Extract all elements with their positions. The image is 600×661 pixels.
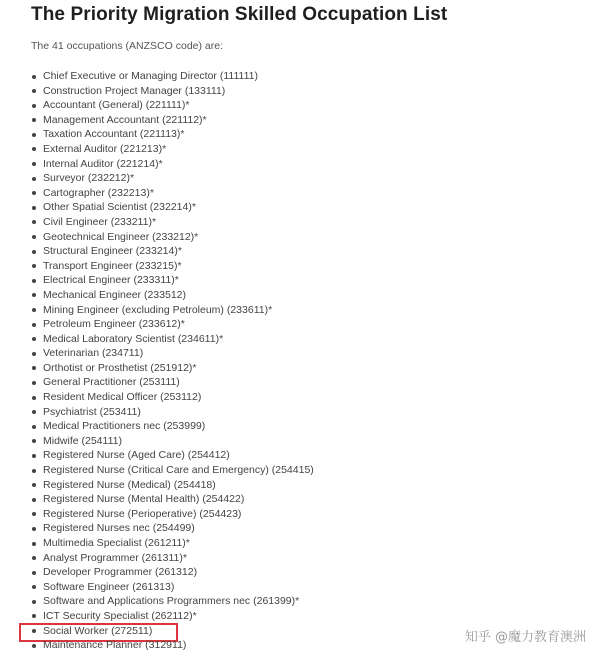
list-item xyxy=(31,157,591,172)
bullet-icon xyxy=(32,410,36,414)
occupation-label: Petroleum Engineer (233612)* xyxy=(43,318,185,331)
bullet-icon xyxy=(32,206,36,210)
list-item xyxy=(31,346,591,361)
bullet-icon xyxy=(32,162,36,166)
list-item xyxy=(31,244,591,259)
bullet-icon xyxy=(32,337,36,341)
bullet-icon xyxy=(32,133,36,137)
occupation-label: Software Engineer (261313) xyxy=(43,580,175,593)
list-item xyxy=(31,361,591,376)
list-item xyxy=(31,69,591,84)
occupation-label: Chief Executive or Managing Director (111111) xyxy=(43,70,258,82)
occupation-label: Medical Practitioners nec (253999) xyxy=(43,420,206,433)
list-item xyxy=(31,565,591,580)
bullet-icon xyxy=(32,425,36,429)
occupation-label: Registered Nurse (Aged Care) (254412) xyxy=(43,449,230,462)
occupation-label: Civil Engineer (233211)* xyxy=(43,215,157,228)
occupation-label: Analyst Programmer (261311)* xyxy=(43,551,187,564)
occupation-label: Veterinarian (234711) xyxy=(43,347,144,360)
list-item xyxy=(31,127,591,142)
list-item xyxy=(31,594,591,609)
bullet-icon xyxy=(32,512,36,516)
list-item xyxy=(31,259,591,274)
occupation-label: Registered Nurse (Mental Health) (254422) xyxy=(43,493,245,506)
occupation-label: General Practitioner (253111) xyxy=(43,376,180,389)
occupation-label: Registered Nurse (Critical Care and Emergency) (254415) xyxy=(43,464,314,477)
occupation-label: Registered Nurses nec (254499) xyxy=(43,522,195,535)
list-item xyxy=(31,390,591,405)
bullet-icon xyxy=(32,279,36,283)
watermark: 知乎 @魔力教育澳洲 xyxy=(464,630,586,645)
bullet-icon xyxy=(32,191,36,195)
list-item xyxy=(31,273,591,288)
occupation-label: Psychiatrist (253411) xyxy=(43,405,141,418)
bullet-icon xyxy=(32,396,36,400)
bullet-icon xyxy=(32,323,36,327)
list-item xyxy=(31,171,591,186)
bullet-icon xyxy=(32,644,36,648)
bullet-icon xyxy=(32,89,36,93)
list-item xyxy=(31,303,591,318)
list-item xyxy=(31,142,591,157)
bullet-icon xyxy=(32,293,36,297)
bullet-icon xyxy=(32,220,36,224)
occupation-label: External Auditor (221213)* xyxy=(43,142,167,155)
list-item xyxy=(31,113,591,128)
list-item xyxy=(31,609,591,624)
bullet-icon xyxy=(32,585,36,589)
list-item xyxy=(31,98,591,113)
occupation-label: Social Worker (272511) xyxy=(43,624,153,637)
intro-text: The 41 occupations (ANZSCO code) are: xyxy=(31,40,224,52)
occupation-label: Multimedia Specialist (261211)* xyxy=(43,537,190,549)
list-item xyxy=(31,507,591,522)
occupation-label: Developer Programmer (261312) xyxy=(43,566,198,579)
bullet-icon xyxy=(32,308,36,312)
bullet-icon xyxy=(32,542,36,546)
occupation-label: Mining Engineer (excluding Petroleum) (233611)* xyxy=(43,303,273,316)
occupation-label: Resident Medical Officer (253112) xyxy=(43,391,202,404)
bullet-icon xyxy=(32,600,36,604)
bullet-icon xyxy=(32,75,36,79)
occupation-label: Internal Auditor (221214)* xyxy=(43,157,163,170)
occupation-label: Medical Laboratory Scientist (234611)* xyxy=(43,332,224,345)
occupation-label: Registered Nurse (Perioperative) (254423) xyxy=(43,507,242,520)
list-item xyxy=(31,536,591,551)
list-item xyxy=(31,230,591,245)
list-item xyxy=(31,551,591,566)
occupation-label: Taxation Accountant (221113)* xyxy=(43,128,185,141)
list-item xyxy=(31,405,591,420)
occupation-label: Structural Engineer (233214)* xyxy=(43,245,182,258)
bullet-icon xyxy=(32,264,36,268)
bullet-icon xyxy=(32,614,36,618)
occupation-label: Registered Nurse (Medical) (254418) xyxy=(43,478,216,491)
occupation-list xyxy=(31,69,591,653)
bullet-icon xyxy=(32,147,36,151)
list-item xyxy=(31,492,591,507)
list-item xyxy=(31,448,591,463)
bullet-icon xyxy=(32,366,36,370)
occupation-label: Maintenance Planner (312911) xyxy=(43,639,187,652)
bullet-icon xyxy=(32,352,36,356)
occupation-label: Surveyor (232212)* xyxy=(43,172,135,185)
occupation-label: Geotechnical Engineer (233212)* xyxy=(43,230,199,243)
bullet-icon xyxy=(32,250,36,254)
bullet-icon xyxy=(32,235,36,239)
bullet-icon xyxy=(32,483,36,487)
list-item xyxy=(31,84,591,99)
bullet-icon xyxy=(32,498,36,502)
occupation-label: Orthotist or Prosthetist (251912)* xyxy=(43,361,197,374)
bullet-icon xyxy=(32,177,36,181)
occupation-label: Cartographer (232213)* xyxy=(43,186,154,199)
list-item xyxy=(31,215,591,230)
list-item xyxy=(31,200,591,215)
bullet-icon xyxy=(32,454,36,458)
bullet-icon xyxy=(32,381,36,385)
list-item xyxy=(31,478,591,493)
occupation-label: Midwife (254111) xyxy=(43,434,122,447)
list-item xyxy=(31,419,591,434)
list-item xyxy=(31,288,591,303)
list-item xyxy=(31,580,591,595)
occupation-label: Mechanical Engineer (233512) xyxy=(43,288,187,301)
occupation-label: Transport Engineer (233215)* xyxy=(43,259,182,272)
occupation-label: Other Spatial Scientist (232214)* xyxy=(43,201,196,214)
occupation-label: Electrical Engineer (233311)* xyxy=(43,274,179,287)
bullet-icon xyxy=(32,439,36,443)
occupation-label: Software and Applications Programmers nec (261399)* xyxy=(43,595,300,608)
list-item xyxy=(31,332,591,347)
page-title: The Priority Migration Skilled Occupation List xyxy=(31,4,448,25)
list-item xyxy=(31,521,591,536)
bullet-icon xyxy=(32,527,36,531)
bullet-icon xyxy=(32,469,36,473)
list-item xyxy=(31,434,591,449)
list-item xyxy=(31,186,591,201)
occupation-label: Accountant (General) (221111)* xyxy=(43,99,190,112)
bullet-icon xyxy=(32,571,36,575)
bullet-icon xyxy=(32,118,36,122)
occupation-label: Construction Project Manager (133111) xyxy=(43,84,226,97)
list-item xyxy=(31,463,591,478)
bullet-icon xyxy=(32,104,36,108)
occupation-label: Management Accountant (221112)* xyxy=(43,113,207,126)
list-item xyxy=(31,375,591,390)
list-item xyxy=(31,317,591,332)
occupation-label: ICT Security Specialist (262112)* xyxy=(43,609,197,622)
bullet-icon xyxy=(32,556,36,560)
